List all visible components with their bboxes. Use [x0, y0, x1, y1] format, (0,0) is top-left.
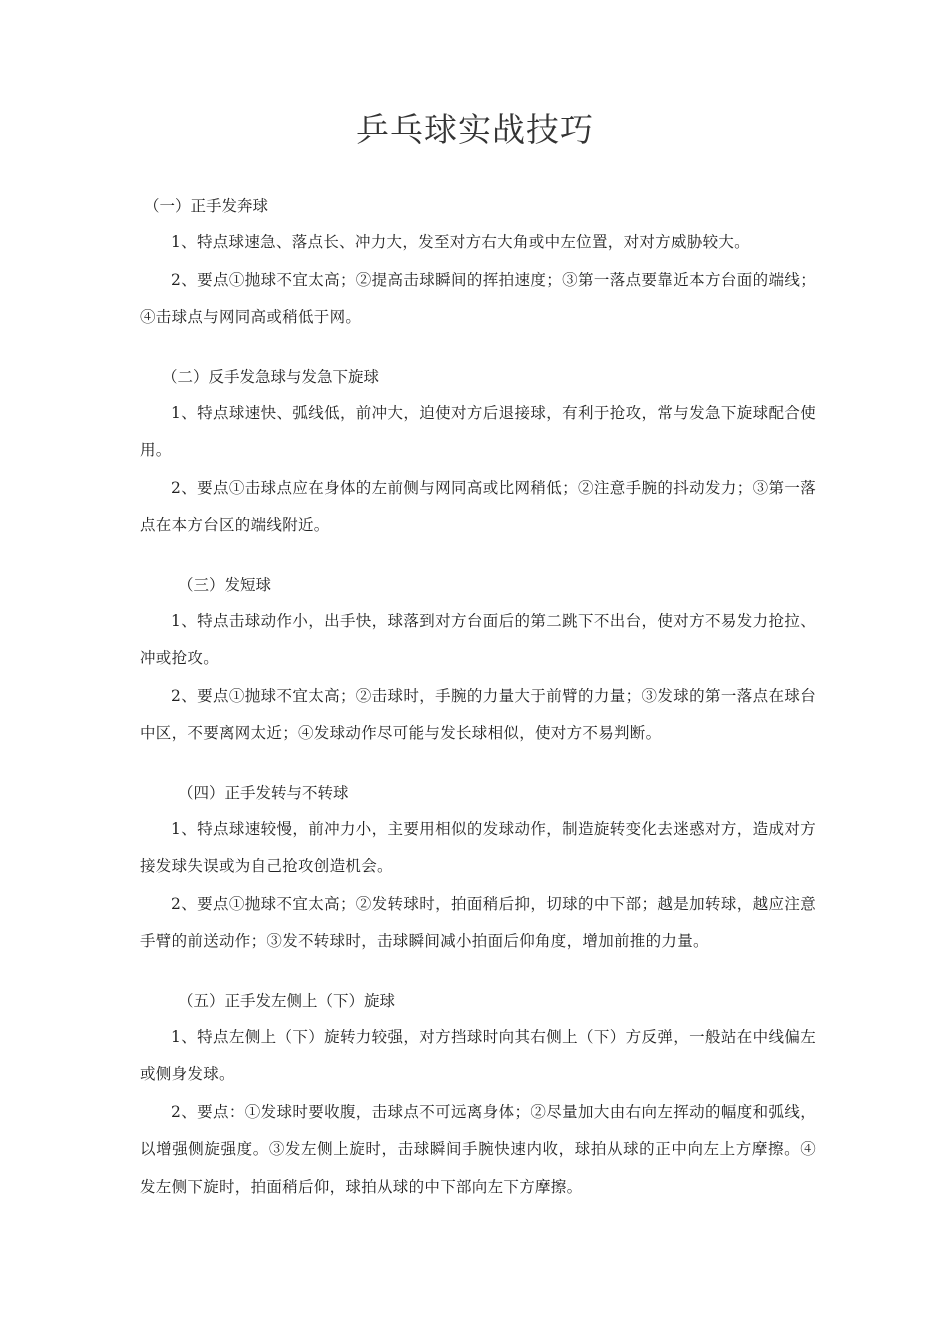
section-1	[140, 188, 816, 337]
section-heading: （一）正手发奔球	[144, 197, 269, 215]
paragraph: 1、特点球速快、弧线低，前冲大，迫使对方后退接球，有利于抢攻，常与发急下旋球配合使用。	[140, 403, 816, 459]
paragraph: 1、特点左侧上（下）旋转力较强，对方挡球时向其右侧上（下）方反弹，一般站在中线偏左或侧身发球。	[140, 1027, 816, 1083]
section-3	[140, 567, 816, 753]
section-heading: （五）正手发左侧上（下）旋球	[178, 991, 396, 1010]
paragraph: 1、特点球速急、落点长、冲力大，发至对方右大角或中左位置，对对方威胁较大。	[171, 233, 750, 251]
section-5	[140, 983, 816, 1207]
paragraph: 2、要点①抛球不宜太高；②击球时，手腕的力量大于前臂的力量；③发球的第一落点在球台中区，不要离网太近；④发球动作尽可能与发长球相似，使对方不易判断。	[140, 686, 816, 742]
paragraph: 1、特点球速较慢，前冲力小，主要用相似的发球动作，制造旋转变化去迷惑对方，造成对方接发球失误或为自己抢攻创造机会。	[140, 819, 816, 875]
section-heading: （四）正手发转与不转球	[178, 783, 349, 802]
paragraph: 2、要点①抛球不宜太高；②提高击球瞬间的挥拍速度；③第一落点要靠近本方台面的端线；④击球点与网同高或稍低于网。	[140, 270, 816, 326]
paragraph: 1、特点击球动作小，出手快，球落到对方台面后的第二跳下不出台，使对方不易发力抢拉、冲或抢攻。	[140, 611, 816, 667]
section-heading: （三）发短球	[178, 575, 272, 594]
section-heading: （二）反手发急球与发急下旋球	[162, 367, 380, 386]
section-4	[140, 775, 816, 961]
paragraph: 2、要点①抛球不宜太高；②发转球时，拍面稍后抑，切球的中下部；越是加转球，越应注意手臂的前送动作；③发不转球时，击球瞬间减小拍面后仰角度，增加前推的力量。	[140, 894, 816, 950]
document-body	[140, 188, 816, 1228]
paragraph: 2、要点：①发球时要收腹，击球点不可远离身体；②尽量加大由右向左挥动的幅度和弧线，以增强侧旋强度。③发左侧上旋时，击球瞬间手腕快速内收，球拍从球的正中向左上方摩擦。④发左侧下旋时，拍面稍后仰，球拍从球的中下部向左下方摩擦。	[140, 1102, 816, 1196]
document-title: 乒乓球实战技巧	[356, 110, 594, 149]
section-2	[140, 359, 816, 545]
paragraph: 2、要点①击球点应在身体的左前侧与网同高或比网稍低；②注意手腕的抖动发力；③第一落点在本方台区的端线附近。	[140, 478, 816, 534]
